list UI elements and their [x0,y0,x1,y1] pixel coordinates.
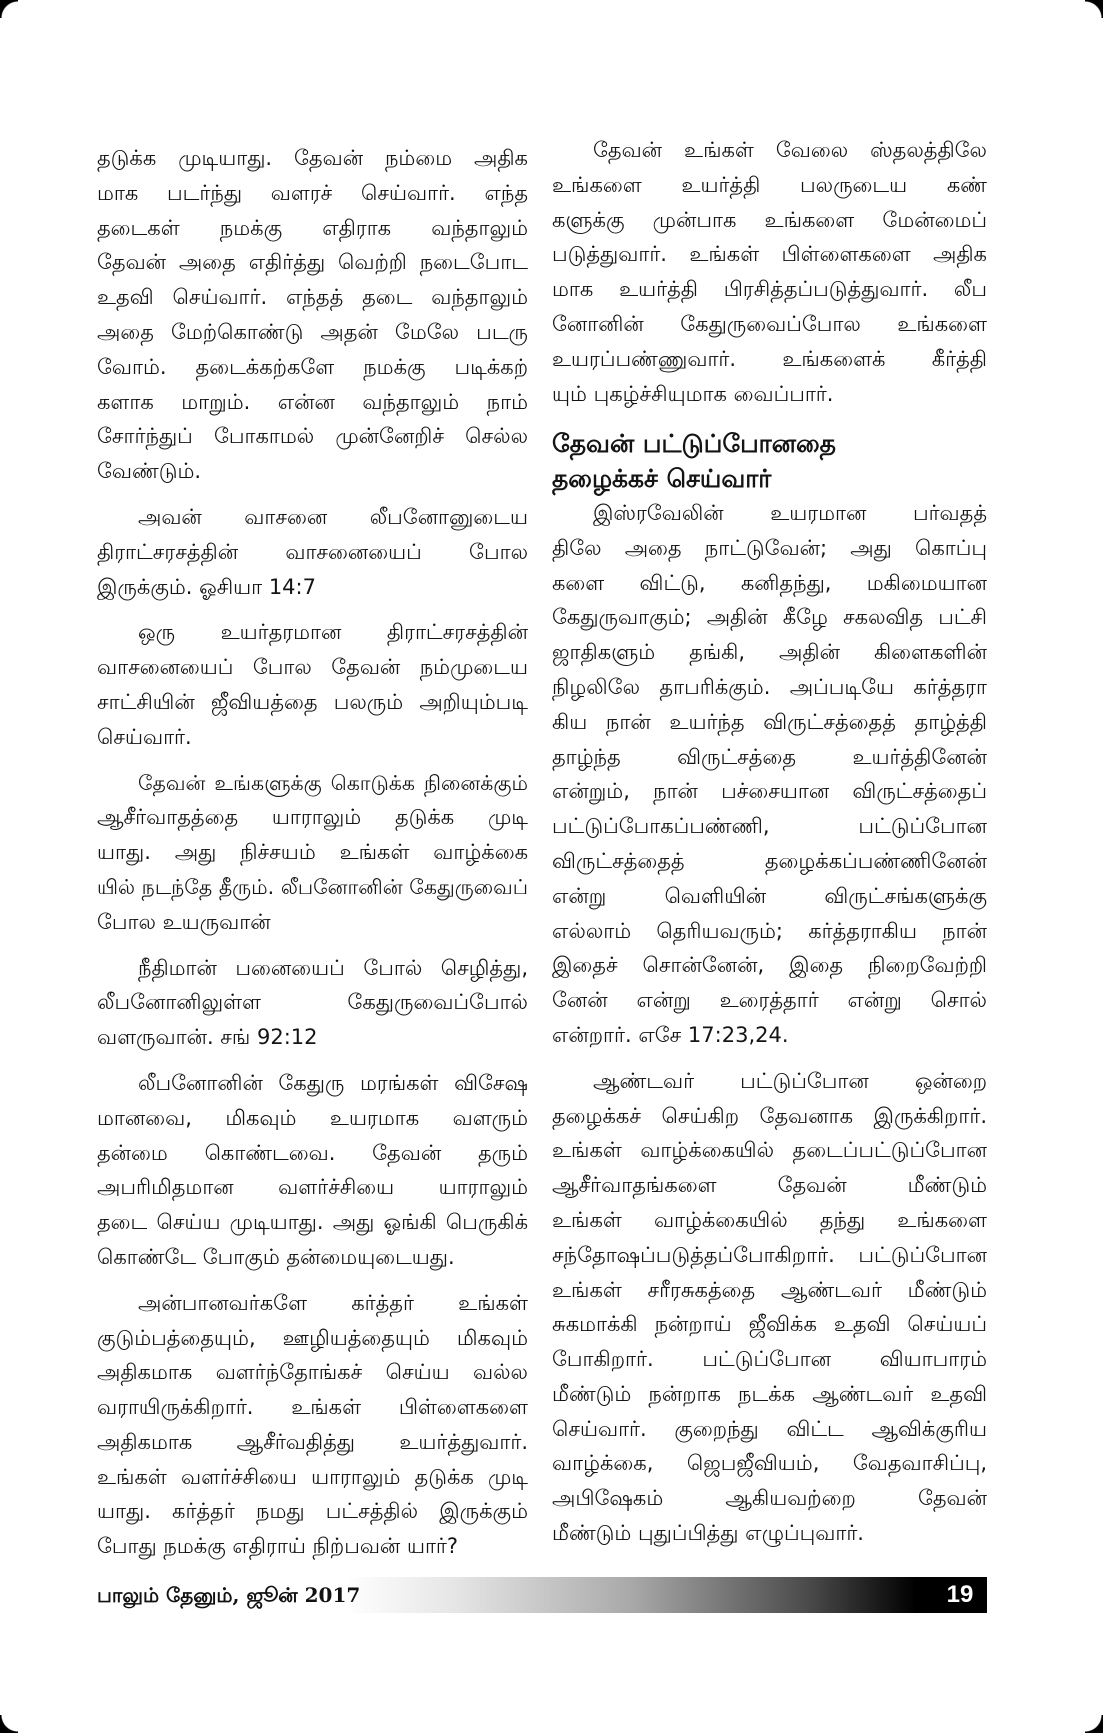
text-line: நிழலிலே தாபரிக்கும். அப்படியே கர்த்தரா [552,674,987,699]
text-line: படுத்துவார். உங்கள் பிள்ளைகளை அதிக [552,242,987,267]
heading-line: தழைக்கச் செய்வார் [552,463,772,493]
text-line: தாழ்ந்த விருட்சத்தை உயர்த்தினேன் [552,744,987,769]
text-line: எல்லாம் தெரியவரும்; கர்த்தராகிய நான் [552,918,987,943]
text-line: வாழ்க்கை, ஜெபஜீவியம், வேதவாசிப்பு, [552,1451,987,1476]
text-line: அதை மேற்கொண்டு அதன் மேலே படரு [97,319,528,344]
text-line: சோர்ந்துப் போகாமல் முன்னேறிச் செல்ல [97,424,528,449]
text-line: வோம். தடைக்கற்களே நமக்கு படிக்கற் [97,354,528,379]
text-line: அதிகமாக ஆசீர்வதித்து உயர்த்துவார். [97,1429,528,1454]
text-line: யாது. கர்த்தர் நமது பட்சத்தில் இருக்கும் [97,1499,528,1524]
text-line: உங்கள் வாழ்க்கையில் தடைப்பட்டுப்போன [552,1138,987,1163]
text-line: மாக படர்ந்து வளரச் செய்வார். எந்த [97,180,528,205]
paragraph [97,1066,528,1275]
text-line: தழைக்கச் செய்கிற தேவனாக இருக்கிறார். [552,1103,987,1128]
text-line: என்று வெளியின் விருட்சங்களுக்கு [552,883,987,908]
section-heading [552,427,987,496]
text-line: உங்கள் வாழ்க்கையில் தந்து உங்களை [552,1207,987,1232]
text-line: செய்வார். குறைந்து விட்ட ஆவிக்குரிய [552,1416,987,1441]
text-line: சாட்சியின் ஜீவியத்தை பலரும் அறியும்படி [97,689,528,714]
text-line: ஆண்டவர் பட்டுப்போன ஒன்றை [593,1068,987,1093]
text-line: வாசனையைப் போல தேவன் நம்முடைய [97,655,528,680]
text-line: இருக்கும். ஓசியா 14:7 [97,574,316,599]
text-line: என்றும், நான் பச்சையான விருட்சத்தைப் [552,779,987,804]
paragraph [552,1064,987,1551]
text-line: வராயிருக்கிறார். உங்கள் பிள்ளைகளை [97,1395,528,1420]
text-line: னேன் என்று உரைத்தார் என்று சொல் [552,988,987,1013]
text-line: ஆசீர்வாதத்தை யாராலும் தடுக்க முடி [97,805,528,830]
text-line: ஜாதிகளும் தங்கி, அதின் கிளைகளின் [552,640,987,665]
scan-corner-mark [0,0,18,18]
text-line: குடும்பத்தையும், ஊழியத்தையும் மிகவும் [97,1325,528,1350]
paragraph [97,141,528,489]
text-line: தடை செய்ய முடியாது. அது ஓங்கி பெருகிக் [97,1210,528,1235]
text-line: உங்கள் சரீரசுகத்தை ஆண்டவர் மீண்டும் [552,1277,987,1302]
text-line: ஆசீர்வாதங்களை தேவன் மீண்டும் [552,1173,987,1198]
text-line: அவன் வாசனை லீபனோனுடைய [138,504,528,529]
heading-line: தேவன் பட்டுப்போனதை [552,429,836,459]
text-line: மீண்டும் புதுப்பித்து எழுப்புவார். [552,1521,864,1546]
text-line: உங்களை உயர்த்தி பலருடைய கண் [552,172,987,197]
paragraph [552,496,987,1053]
text-line: களுக்கு முன்பாக உங்களை மேன்மைப் [552,207,987,232]
text-line: பட்டுப்போகப்பண்ணி, பட்டுப்போன [552,814,987,839]
text-line: தேவன் உங்கள் வேலை ஸ்தலத்திலே [593,138,987,162]
text-line: மீண்டும் நன்றாக நடக்க ஆண்டவர் உதவி [552,1381,987,1406]
text-line: அதிகமாக வளர்ந்தோங்கச் செய்ய வல்ல [97,1360,528,1385]
text-line: வேண்டும். [97,459,202,484]
left-column [97,141,528,1564]
text-line: னோனின் கேதுருவைப்போல உங்களை [552,311,987,336]
page-footer [97,1577,987,1613]
text-line: இதைச் சொன்னேன், இதை நிறைவேற்றி [552,953,987,978]
text-line: இஸ்ரவேலின் உயரமான பர்வதத் [593,500,987,525]
text-line: விருட்சத்தைத் தழைக்கப்பண்ணினேன் [552,848,987,873]
text-line: லீபனோனிலுள்ள கேதுருவைப்போல் [97,990,528,1015]
text-line: மானவை, மிகவும் உயரமாக வளரும் [97,1105,528,1130]
scan-corner-mark [0,1715,18,1733]
text-line: தன்மை கொண்டவை. தேவன் தரும் [97,1140,528,1165]
paragraph [97,615,528,754]
right-column [552,133,987,1551]
text-line: திலே அதை நாட்டுவேன்; அது கொப்பு [552,535,987,560]
text-line: தடுக்க முடியாது. தேவன் நம்மை அதிக [97,146,528,170]
text-line: கொண்டே போகும் தன்மையுடையது. [97,1244,455,1269]
paragraph [97,500,528,604]
text-line: தேவன் உங்களுக்கு கொடுக்க நினைக்கும் [138,770,528,795]
text-line: உதவி செய்வார். எந்தத் தடை வந்தாலும் [97,285,528,310]
text-line: கிய நான் உயர்ந்த விருட்சத்தைத் தாழ்த்தி [552,709,987,734]
text-line: செய்வார். [97,724,192,749]
text-line: தடைகள் நமக்கு எதிராக வந்தாலும் [97,215,528,240]
text-line: களாக மாறும். என்ன வந்தாலும் நாம் [97,389,528,414]
text-line: உங்கள் வளர்ச்சியை யாராலும் தடுக்க முடி [97,1464,528,1489]
text-line: அன்பானவர்களே கர்த்தர் உங்கள் [138,1290,528,1315]
text-line: போது நமக்கு எதிராய் நிற்பவன் யார்? [97,1534,459,1559]
paragraph [97,766,528,940]
publication-issue: பாலும் தேனும், ஜூன் 2017 [97,1583,361,1607]
text-line: சுகமாக்கி நன்றாய் ஜீவிக்க உதவி செய்யப் [552,1312,987,1337]
text-line: நீதிமான் பனையைப் போல் செழித்து, [138,955,528,980]
scan-corner-mark [1085,0,1103,18]
page-number: 19 [933,1577,987,1613]
text-line: போகிறார். பட்டுப்போன வியாபாரம் [552,1347,987,1372]
text-line: அபரிமிதமான வளர்ச்சியை யாராலும் [97,1175,528,1200]
paragraph [97,1286,528,1564]
text-line: ஒரு உயர்தரமான திராட்சரசத்தின் [138,620,528,645]
text-line: திராட்சரசத்தின் வாசனையைப் போல [97,539,528,564]
text-line: யாது. அது நிச்சயம் உங்கள் வாழ்க்கை [97,840,528,865]
paragraph [97,951,528,1055]
text-line: அபிஷேகம் ஆகியவற்றை தேவன் [552,1486,987,1511]
text-line: உயரப்பண்ணுவார். உங்களைக் கீர்த்தி [552,346,987,371]
text-line: மாக உயர்த்தி பிரசித்தப்படுத்துவார். லீப [552,277,987,302]
paragraph [552,133,987,411]
scan-corner-mark [1085,1715,1103,1733]
text-line: வளருவான். சங் 92:12 [97,1025,318,1050]
text-line: யில் நடந்தே தீரும். லீபனோனின் கேதுருவைப் [97,874,528,899]
text-line: யும் புகழ்ச்சியுமாக வைப்பார். [552,381,834,406]
text-line: போல உயருவான் [97,909,271,934]
text-line: சந்தோஷப்படுத்தப்போகிறார். பட்டுப்போன [552,1242,987,1267]
text-line: லீபனோனின் கேதுரு மரங்கள் விசேஷ [138,1070,528,1095]
text-line: என்றார். எசே 17:23,24. [552,1022,789,1047]
text-line: களை விட்டு, கனிதந்து, மகிமையான [552,570,987,595]
text-line: தேவன் அதை எதிர்த்து வெற்றி நடைபோட [97,250,528,275]
text-line: கேதுருவாகும்; அதின் கீழே சகலவித பட்சி [552,605,987,630]
